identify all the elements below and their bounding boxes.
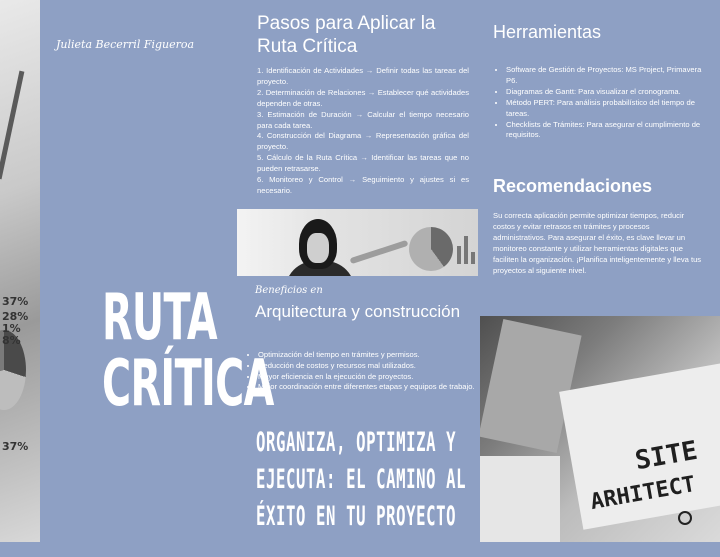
bar-image bbox=[471, 252, 475, 264]
pen-image bbox=[0, 71, 24, 180]
slogan bbox=[256, 424, 471, 535]
handwritten-text: ARHITECT bbox=[588, 471, 698, 516]
slogan-line: ORGANIZA, OPTIMIZA Y bbox=[256, 427, 457, 458]
slogan-line: EJECUTA: EL CAMINO AL bbox=[256, 464, 467, 495]
handwritten-text: SITE bbox=[632, 435, 700, 477]
pin-icon bbox=[678, 511, 692, 525]
sticky-notes-photo bbox=[480, 316, 720, 542]
tool-item: • Método PERT: Para análisis probabilístico del tiempo de tareas. bbox=[506, 98, 714, 120]
step-item: 6. Monitoreo y Control → Seguimiento y ajustes si es necesario. bbox=[257, 175, 469, 195]
benefit-item: • Mayor eficiencia en la ejecución de proyectos. bbox=[258, 372, 478, 383]
person-face bbox=[307, 233, 329, 263]
sticky-note bbox=[480, 456, 560, 542]
recommendations-title: Recomendaciones bbox=[493, 176, 653, 196]
slogan-line: ÉXITO EN TU PROYECTO bbox=[256, 501, 457, 532]
benefits-kicker: Beneficios en bbox=[255, 285, 323, 296]
bar-image bbox=[457, 246, 461, 264]
left-panel bbox=[0, 0, 274, 557]
tools-title: Herramientas bbox=[493, 22, 602, 42]
tools-list bbox=[494, 65, 714, 141]
photo-text: 37% bbox=[2, 295, 29, 308]
photo-text: 28% bbox=[2, 310, 29, 323]
bar-image bbox=[464, 236, 468, 264]
tool-item: • Diagramas de Gantt: Para visualizar el cronograma. bbox=[506, 87, 714, 98]
photo-text: 1% bbox=[2, 322, 21, 335]
step-item: 4. Construcción del Diagrama → Representación gráfica del proyecto. bbox=[257, 131, 469, 152]
steps-list bbox=[257, 66, 469, 197]
bottom-margin bbox=[0, 542, 720, 557]
benefits-title: Arquitectura y construcción bbox=[255, 302, 461, 321]
photo-text: 8% bbox=[2, 334, 21, 347]
tool-item: • Software de Gestión de Proyectos: MS Project, Primavera P6. bbox=[506, 65, 714, 87]
photo-text: 37% bbox=[2, 440, 29, 453]
chart-document-photo bbox=[0, 0, 40, 542]
benefit-item: • Optimización del tiempo en trámites y permisos. bbox=[258, 350, 478, 361]
step-item: 1. Identificación de Actividades → Definir todas las tareas del proyecto. bbox=[257, 66, 469, 86]
step-item: 5. Cálculo de la Ruta Crítica → Identificar las tareas que no pueden retrasarse. bbox=[257, 153, 469, 174]
main-title-line: CRÍTICA bbox=[102, 347, 274, 421]
step-item: 3. Estimación de Duración → Calcular el tiempo necesario para cada tarea. bbox=[257, 109, 469, 130]
benefit-item: • Reducción de costos y recursos mal utilizados. bbox=[258, 361, 478, 372]
pointing-arm bbox=[350, 240, 409, 264]
tool-item: • Checklists de Trámites: Para asegurar el cumplimiento de requisitos. bbox=[506, 120, 714, 142]
recommendations-text: Su correcta aplicación permite optimizar tiempos, reducir costos y evitar retrasos en trámites y procesos administrativos. Para asegurar el éxito, es clave llevar un monitoreo constante y utilizar herramientas digitales que faciliten la organización. ¡Planifica inteligentemente y lleva tus proyectos al siguiente nivel. bbox=[493, 211, 702, 275]
benefit-item: • Mejor coordinación entre diferentes etapas y equipos de trabajo. bbox=[258, 382, 478, 393]
presenter-photo bbox=[237, 209, 478, 276]
pie-chart-image bbox=[409, 227, 453, 271]
main-title-line: RUTA bbox=[102, 281, 217, 355]
author-name: Julieta Becerril Figueroa bbox=[56, 38, 195, 51]
step-item: 2. Determinación de Relaciones → Establecer qué actividades dependen de otras. bbox=[257, 87, 469, 108]
benefits-list bbox=[248, 350, 478, 393]
steps-title: Pasos para Aplicar la Ruta Crítica bbox=[257, 13, 436, 57]
main-title bbox=[102, 281, 274, 421]
